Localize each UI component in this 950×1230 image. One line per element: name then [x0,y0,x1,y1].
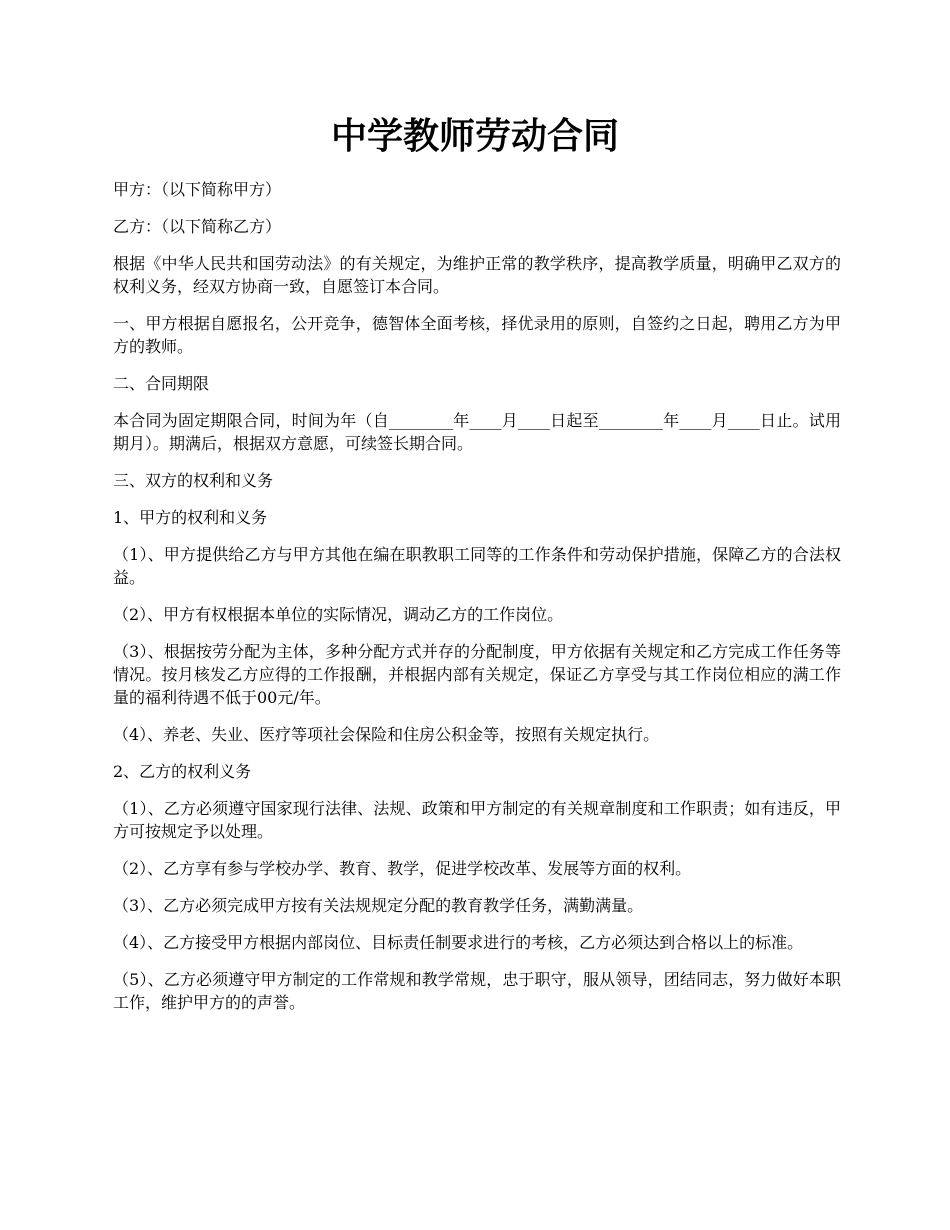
paragraph-party-b: 乙方：（以下简称乙方） [113,217,282,236]
paragraph-party-a: 甲方：（以下简称甲方） [113,180,282,199]
heading-contract-term: 二、合同期限 [113,374,210,393]
heading-rights-obligations: 三、双方的权利和义务 [113,471,274,490]
document-body [113,178,841,1028]
paragraph-a-item-2: （2）、甲方有权根据本单位的实际情况，调动乙方的工作岗位。 [113,605,564,624]
paragraph-b-item-2: （2）、乙方享有参与学校办学、教育、教学，促进学校改革、发展等方面的权利。 [113,859,692,878]
heading-party-a-rights: 1、甲方的权利和义务 [113,508,268,527]
paragraph-a-item-3: （3）、根据按劳分配为主体，多种分配方式并存的分配制度，甲方依据有关规定和乙方完成工作任务等情况。按月核发乙方应得的工作报酬，并根据内部有关规定，保证乙方享受与其工作岗位相应的满工作量的福利待遇不低于00元/年。 [113,642,841,707]
paragraph-b-item-1: （1）、乙方必须遵守国家现行法律、法规、政策和甲方制定的有关规章制度和工作职责；如有违反，甲方可按规定予以处理。 [113,799,841,841]
paragraph-b-item-4: （4）、乙方接受甲方根据内部岗位、目标责任制要求进行的考核，乙方必须达到合格以上的标准。 [113,933,804,952]
paragraph-section-1: 一、甲方根据自愿报名，公开竞争，德智体全面考核，择优录用的原则，自签约之日起，聘用乙方为甲方的教师。 [113,314,841,356]
paragraph-preamble: 根据《中华人民共和国劳动法》的有关规定，为维护正常的教学秩序，提高教学质量，明确甲乙双方的权利义务，经双方协商一致，自愿签订本合同。 [113,254,841,296]
heading-party-b-rights: 2、乙方的权利义务 [113,762,252,781]
paragraph-a-item-1: （1）、甲方提供给乙方与甲方其他在编在职教职工同等的工作条件和劳动保护措施，保障乙方的合法权益。 [113,545,841,587]
paragraph-b-item-3: （3）、乙方必须完成甲方按有关法规规定分配的教育教学任务，满勤满量。 [113,896,644,915]
paragraph-contract-term: 本合同为固定期限合同，时间为年（自________年____月____日起至________年____月____日止。试用期月）。期满后，根据双方意愿，可续签长期合同。 [113,411,841,453]
paragraph-b-item-5: （5）、乙方必须遵守甲方制定的工作常规和教学常规，忠于职守，服从领导，团结同志，努力做好本职工作，维护甲方的的声誉。 [113,970,841,1012]
document-title: 中学教师劳动合同 [330,115,619,157]
paragraph-a-item-4: （4）、养老、失业、医疗等项社会保险和住房公积金等，按照有关规定执行。 [113,725,660,744]
